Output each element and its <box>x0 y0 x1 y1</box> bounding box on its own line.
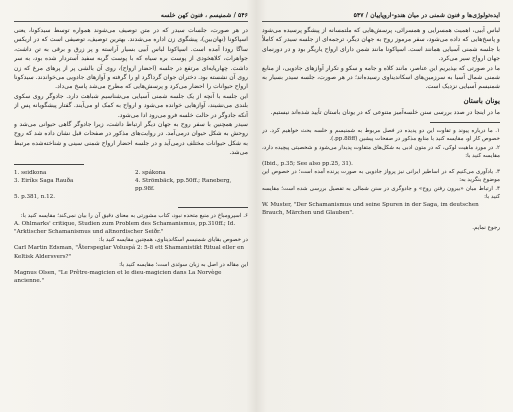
footnote: 2. spákona <box>135 169 166 176</box>
section-heading: یونان باستان <box>463 95 500 105</box>
left-running-head: ۵۴۶ / شمنیسم ، فنون کهن خلسه <box>14 12 248 22</box>
footnote: 3. Eiríks Saga Rauða <box>14 177 74 184</box>
right-paragraph-1: لباس آبیی، اهمیت همسرایی و همسرائی، پرسش‌هایی که ملتمسانه از پیشگو پرسیده می‌شود و پاسخ‌هایی که داده می‌شود، سفر مرموز روح به جهان دیگر، ترجمه‌ای از جلسه سیدر که کاملاً با جلسه شمنی آسیایی همانند است. اسپاکونا مانند شمن دارای ارواح یاریگر بود و در دورنمای جهان ارواح سیر می‌کرد. <box>262 27 500 63</box>
footnote: 4. Strömbäck, pp.50ff.; Raneberg, pp.98f. <box>135 177 232 193</box>
page-end-text: رجوع نمایم. <box>472 225 500 232</box>
reference: (Ibid., p.35; See also pp.25, 31). <box>262 161 353 168</box>
note-fa: ۳. یادآوری می‌کنیم که در اساطیر ایرانی نیز پرواز جادویی به صورت پرنده آمده است؛ در خصوص این موضوع بنگرید به: <box>262 169 500 184</box>
reference: Magnus Olsen, "Le Prêtre-magicien et le dieu-magicien dans La Norvège ancienne." <box>14 269 222 285</box>
right-page <box>262 12 500 402</box>
right-notes <box>262 127 500 217</box>
left-paragraph-2: این جلسه با آنچه از یک جلسه شمنی آسیایی می‌شناسیم شباهت دارد. جادوگر روی سکوی بلندی می‌نشیند، آوازهایی خوانده می‌شود و ارواح به کمک او می‌آیند. گفتار پیشگویانه پس از آنکه جادوگر در حالت خلسه فرو می‌رود ادا می‌شود. <box>14 92 248 119</box>
note-fa: ۲. در مورد ماهیت لوکی، که در متون ادبی به شکل‌های متفاوت پدیدار می‌شود و شخصیتی پیچیده دارد، مقایسه کنید با: <box>262 144 500 159</box>
left-paragraph-3: سیدر همچنین با سفر روح به جهان دیگر ارتباط داشت، زیرا جادوگر گاهی حیوانی می‌شد و روحش به شکل حیوان درمی‌آمد. در روایت‌های مذکور در صفحات قبل نشان داده شد که روح به شکل حیوانات مختلف درمی‌آید و در جلسه احضار ارواح شمنی سینی و شناخته‌شده مرتبط می‌شد. <box>14 121 248 157</box>
reference: A. Ohlmarks' critique, Studien zum Problem des Schamanismus, pp.310ff.; Id. "Arktischer Schamanismus und altnordischer Seiðr." <box>14 220 236 235</box>
left-body <box>14 26 248 158</box>
left-notes <box>14 212 248 286</box>
footnote-rule <box>178 207 248 208</box>
section-paragraph: ما در اینجا در صدد بررسی سنن خلسه‌آمیز متنوعی که در یونان باستان تأیید شده‌اند نیستیم. <box>270 108 500 116</box>
note-fa: در خصوص بقایای شمنیسم اسکاندیناوی، همچنین مقایسه کنید با: <box>98 237 248 244</box>
footnote: 1. seidkona <box>14 169 47 176</box>
footnote: 5. p.381, n.12. <box>14 194 55 201</box>
note-fa: ۴. ارتباط میان «بیرون رفتن روح» و جادوگری در سنن شمالی به تفصیل بررسی شده است؛ مقایسه کنید با: <box>262 185 500 200</box>
footnote-rule <box>430 122 500 123</box>
section-body <box>262 108 500 117</box>
footnote-rule <box>14 164 84 165</box>
note-fa: این مقاله در اصل به زبان سوئدی است؛ مقایسه کنید با: <box>119 261 248 268</box>
left-page <box>14 12 248 402</box>
right-paragraph-2: ما در صورتی که بپذیریم این عناصر، مانند کلاه و جامه و سکو و تکرار آوازهای جادویی، از منابع شمنی شمال آسیا به سرزمین‌های اسکاندیناوی رسیده‌اند؛ در هر صورت، جلسه سیدر بسیار به شمنیسم آسیایی نزدیک است. <box>262 64 500 91</box>
left-paragraph-1: در هر صورت، جلسات سیدر که در متن توصیف می‌شوند همواره توسط سیدکونا، یعنی اسپاکونا (نهان‌بین)، پیشگوی زن اداره می‌شدند. بهترین توصیف، توصیفی است که در اریکس ساگا رودا آمده است. اسپاکونا لباس آبیی بسیار آراسته و پر زرق و برقی به تن داشت، جواهرات، کلاهخودی از پوست بره سیاه که با پوست گربه سفید آستردار شده بود، به سر داشت. چهارپایه‌ای مرتفع در جلسه (احضار ارواح)، روی آن بالشی پر از پرهای مرغ که زن روی آن نشسته بود. دختران جوان گرداگرد او را گرفته و آوازهای جادویی می‌خواندند. سیدکونا ارواح حیوانات را احضار می‌کرد و پرسش‌هایی که مطرح می‌شد پاسخ می‌داد. <box>14 27 248 91</box>
right-running-head: ایده‌تولوژی‌ها و فنون شمنی در میان هندو-اروپاییان / ۵۴۷ <box>262 12 500 22</box>
note-fa: ۶. اسپرومباخ در منبع متحده نبود، کتاب مشورتی به معنای دقیق آن را بیان نمی‌کند؛ مقایسه کنید با: <box>20 212 248 219</box>
reference: W. Muster, "Der Schamanismus und seine Spuren in der Saga, im deutschen Brauch, Märchen und Glauben". <box>262 202 479 217</box>
left-footnotes-en <box>14 169 248 202</box>
note-fa: ۱. ما درباره پیوند و تفاوت این دو پدیده در فصل مربوط به شمنیسم و خلسه بحث خواهیم کرد. در خصوص کار او، مقایسه کنید با منابع مذکور در صفحات پیشین (pp.88ff.). <box>262 128 500 143</box>
reference: Carl Martin Edsman, "Återspeglar Voluspá 2: 5-8 ett Shamanistikt Ritual eller en Keltisk Aldersvers?" <box>14 245 244 260</box>
right-body <box>262 26 500 92</box>
